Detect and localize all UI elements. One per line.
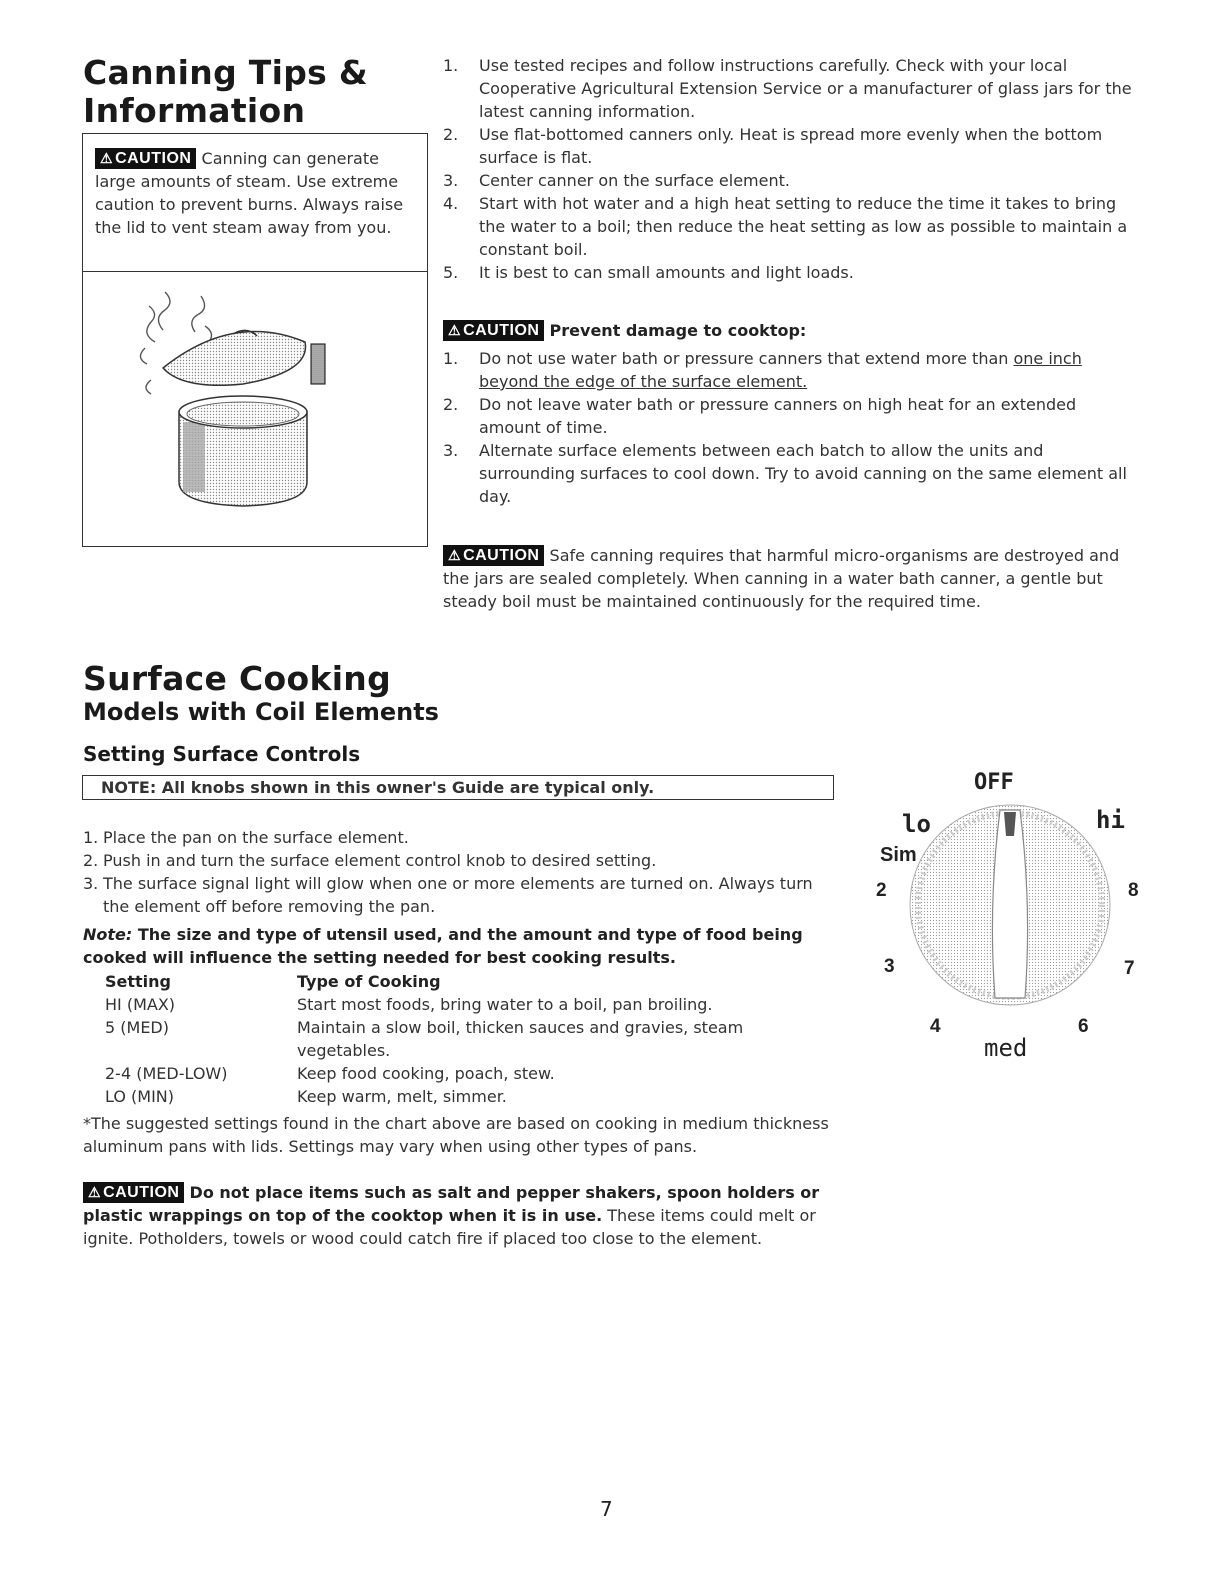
caution-badge: ⚠ CAUTION xyxy=(83,1182,184,1203)
steam-caution-text: Canning can generate large amounts of steam. Use extreme caution to prevent burns. Always raise the lid to vent steam away from you. xyxy=(95,149,404,237)
knob-7-label: 7 xyxy=(1124,958,1135,979)
list-item: 1. Do not use water bath or pressure canners that extend more than one inch beyond the edge of the surface element. xyxy=(443,349,1082,391)
cooktop-caution: ⚠ CAUTION Do not place items such as salt and pepper shakers, spoon holders or plastic wrappings on top of the cooktop when it is in use. These items could melt or ignite. Potholders, towels or wood could catch fire if placed too close to the element. xyxy=(83,1183,820,1248)
table-row: HI (MAX) Start most foods, bring water to a boil, pan broiling. xyxy=(105,995,713,1014)
list-item: 1. Place the pan on the surface element. xyxy=(83,828,409,847)
surface-subtitle: Models with Coil Elements xyxy=(83,698,439,726)
steam-caution-box xyxy=(82,133,428,547)
knob-hi-label: hi xyxy=(1096,806,1125,834)
canning-title-line2: Information xyxy=(83,91,306,130)
safe-canning-caution xyxy=(443,544,1143,613)
list-item: 2. Do not leave water bath or pressure canners on high heat for an extended amount of time. xyxy=(443,395,1077,437)
canning-title-line1: Canning Tips & xyxy=(83,53,368,92)
caution-badge: ⚠ CAUTION xyxy=(443,545,544,566)
list-item: 3. Center canner on the surface element. xyxy=(443,171,790,190)
knob-3-label: 3 xyxy=(884,956,895,977)
table-row: 5 (MED) Maintain a slow boil, thicken sauces and gravies, steam vegetables. xyxy=(105,1018,744,1060)
canner-illustration xyxy=(83,272,427,544)
damage-list xyxy=(441,347,1141,508)
safe-canning-text: Safe canning requires that harmful micro-organisms are destroyed and the jars are sealed completely. When canning in a water bath canner, a gentle but steady boil must be maintained continuously for the required time. xyxy=(443,546,1120,611)
caution-badge: ⚠ CAUTION xyxy=(443,320,544,341)
caution-badge: ⚠ CAUTION xyxy=(95,148,196,169)
steam-caution-text-block xyxy=(83,134,427,272)
list-item: 5. It is best to can small amounts and light loads. xyxy=(443,263,854,282)
table-header: Setting Type of Cooking xyxy=(105,972,441,991)
list-item: 2. Push in and turn the surface element control knob to desired setting. xyxy=(83,851,657,870)
knob-4-label: 4 xyxy=(930,1016,941,1037)
canning-tips-list xyxy=(441,54,1141,284)
table-row: LO (MIN) Keep warm, melt, simmer. xyxy=(105,1087,507,1106)
knob-6-label: 6 xyxy=(1078,1016,1089,1037)
list-item: 3. Alternate surface elements between each batch to allow the units and surrounding surfaces to cool down. Try to avoid canning on the same element all day. xyxy=(443,441,1127,506)
warning-triangle-icon: ⚠ xyxy=(100,150,114,166)
list-item: 3. The surface signal light will glow when one or more elements are turned on. Always turn the element off before removing the pan. xyxy=(83,874,813,916)
warning-triangle-icon: ⚠ xyxy=(88,1184,102,1200)
surface-steps-list xyxy=(83,826,843,918)
warning-triangle-icon: ⚠ xyxy=(448,547,462,563)
damage-caution-heading: ⚠ CAUTION Prevent damage to cooktop: xyxy=(443,320,1143,341)
knob-lo-label: lo xyxy=(902,810,931,838)
knob-sim-label: Sim xyxy=(880,844,917,866)
utensil-note: Note: The size and type of utensil used, and the amount and type of food being cooked will influence the setting needed for best cooking results. xyxy=(83,925,803,967)
knob-8-label: 8 xyxy=(1128,880,1139,901)
knob-2-label: 2 xyxy=(876,880,887,901)
page-number: 7 xyxy=(600,1497,613,1521)
canning-title xyxy=(83,54,413,130)
table-row: 2-4 (MED-LOW) Keep food cooking, poach, stew. xyxy=(105,1064,555,1083)
surface-title: Surface Cooking xyxy=(83,659,392,698)
section-heading: Setting Surface Controls xyxy=(83,742,361,766)
list-item: 1. Use tested recipes and follow instructions carefully. Check with your local Cooperative Agricultural Extension Service or a manufacturer of glass jars for the latest canning information. xyxy=(443,56,1132,121)
warning-triangle-icon: ⚠ xyxy=(448,322,462,338)
control-knob-diagram xyxy=(860,760,1160,1080)
list-item: 2. Use flat-bottomed canners only. Heat is spread more evenly when the bottom surface is flat. xyxy=(443,125,1103,167)
settings-footnote: *The suggested settings found in the chart above are based on cooking in medium thickness aluminum pans with lids. Settings may vary when using other types of pans. xyxy=(83,1114,829,1156)
knob-med-label: med xyxy=(984,1034,1028,1062)
canner-pot-icon xyxy=(83,272,427,544)
knob-off-label: OFF xyxy=(974,770,1014,795)
settings-table xyxy=(83,970,843,1108)
knobs-note: NOTE: All knobs shown in this owner's Guide are typical only. xyxy=(82,775,834,800)
list-item: 4. Start with hot water and a high heat setting to reduce the time it takes to bring the water to a boil; then reduce the heat setting as low as possible to maintain a constant boil. xyxy=(443,194,1128,259)
